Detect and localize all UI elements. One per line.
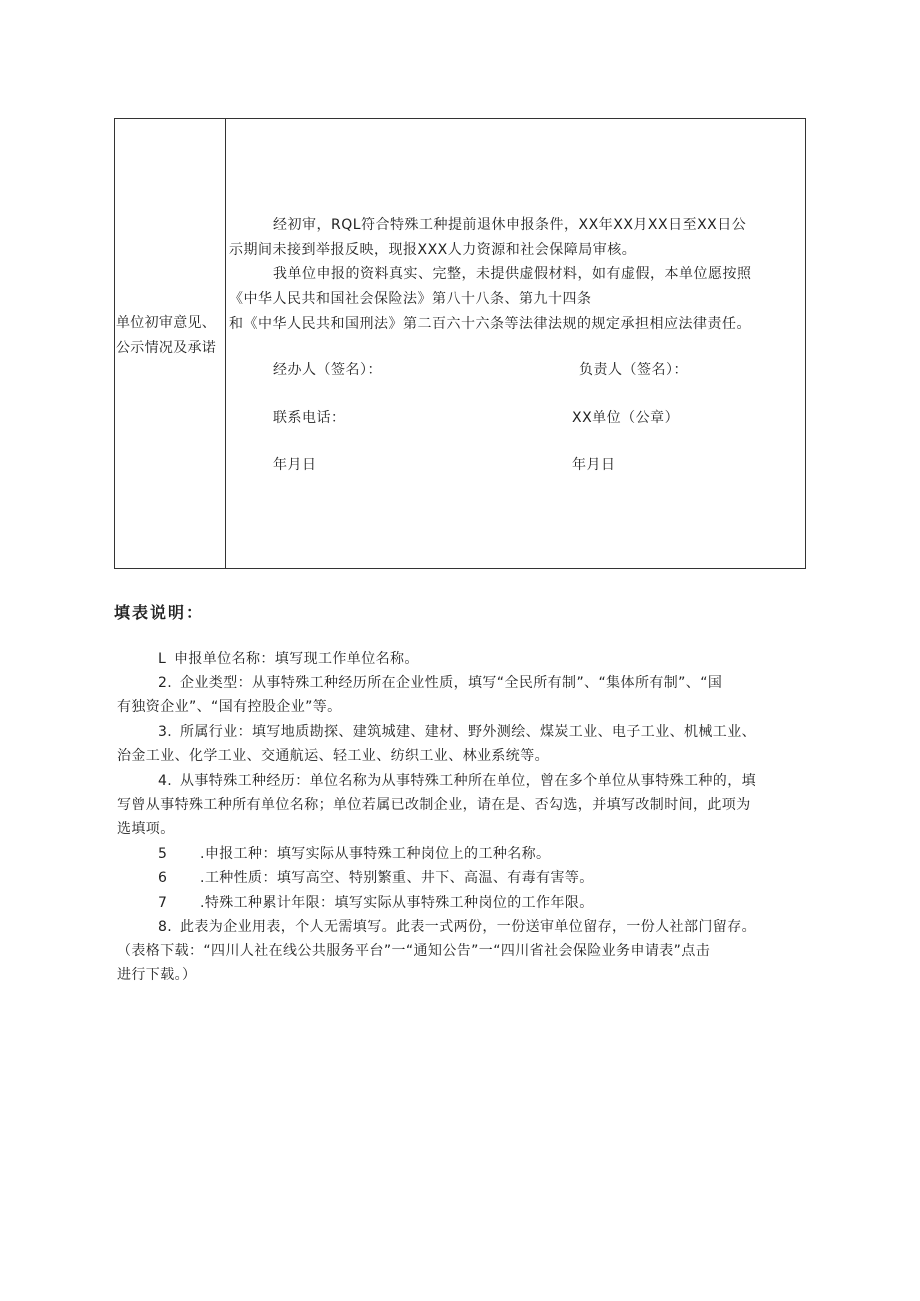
para1-line2: 示期间未接到举报反映，现报XXX人力资源和社会保障局审核。: [229, 242, 637, 258]
note-6-text: .工种性质：填写高空、特别繁重、井下、高温、有毒有害等。: [200, 870, 594, 886]
note-4: [158, 771, 756, 791]
note-2-number: 2.: [158, 675, 173, 691]
note-3: [158, 722, 756, 742]
leader-signature: 负责人（签名）：: [579, 362, 688, 378]
notes-title: 填表说明：: [114, 603, 205, 622]
note-6-number: 6: [158, 870, 168, 886]
note-4-continued-1: 写曾从事特殊工种所有单位名称；单位若属已改制企业，请在是、否勾选，并填写改制时间，此项为: [117, 797, 751, 813]
note-7-number: 7: [158, 895, 168, 911]
note-4-continued-2: 选填项。: [117, 821, 175, 837]
note-5: [158, 844, 550, 864]
note-6: [158, 868, 594, 888]
handler-signature: 经办人（签名）：: [273, 362, 382, 378]
note-8-continued-2: 进行下载。）: [117, 967, 197, 983]
note-4-text: 从事特殊工种经历：单位名称为从事特殊工种所在单位，曾在多个单位从事特殊工种的，填: [180, 773, 756, 789]
note-1: [158, 649, 419, 669]
date-left: 年月日: [273, 457, 317, 473]
note-4-number: 4.: [158, 773, 173, 789]
label-line-1: 单位初审意见、: [116, 315, 217, 331]
review-table: [114, 118, 806, 569]
note-2-text: 企业类型：从事特殊工种经历所在企业性质，填写“全民所有制”、“集体所有制”、“国: [180, 675, 723, 691]
note-8-continued-1: （表格下载：“四川人社在线公共服务平台”一“通知公告”一“四川省社会保险业务申请表”点击: [117, 943, 711, 959]
para1-line1: 经初审，RQL符合特殊工种提前退休申报条件，XX年XX月XX日至XX日公: [273, 217, 747, 233]
note-5-text: .申报工种：填写实际从事特殊工种岗位上的工种名称。: [200, 846, 551, 862]
note-8-number: 8.: [158, 919, 173, 935]
note-3-number: 3.: [158, 724, 173, 740]
contact-phone: 联系电话：: [273, 410, 346, 426]
note-2-continued: 有独资企业”、“国有控股企业”等。: [117, 699, 342, 715]
note-7-text: .特殊工种累计年限：填写实际从事特殊工种岗位的工作年限。: [200, 895, 594, 911]
para2-line2: 《中华人民共和国社会保险法》第八十八条、第九十四条: [229, 291, 592, 307]
note-1-number: L: [158, 651, 167, 667]
label-cell: [115, 119, 226, 568]
para2-line3: 和《中华人民共和国刑法》第二百六十六条等法律法规的规定承担相应法律责任。: [229, 316, 751, 332]
unit-seal: XX单位（公章）: [572, 410, 680, 426]
label-line-2: 公示情况及承诺: [116, 340, 217, 356]
content-cell: [227, 119, 805, 568]
note-5-number: 5: [158, 846, 168, 862]
note-8-text: 此表为企业用表，个人无需填写。此表一式两份，一份送审单位留存，一份人社部门留存。: [180, 919, 756, 935]
note-7: [158, 893, 594, 913]
para2-line1: 我单位申报的资料真实、完整，未提供虚假材料，如有虚假，本单位愿按照: [273, 266, 752, 282]
note-1-text: 申报单位名称：填写现工作单位名称。: [174, 651, 419, 667]
note-2: [158, 673, 722, 693]
date-right: 年月日: [572, 457, 616, 473]
note-3-continued: 治金工业、化学工业、交通航运、轻工业、纺织工业、林业系统等。: [117, 748, 549, 764]
note-8: [158, 917, 756, 937]
note-3-text: 所属行业：填写地质勘探、建筑城建、建材、野外测绘、煤炭工业、电子工业、机械工业、: [180, 724, 756, 740]
